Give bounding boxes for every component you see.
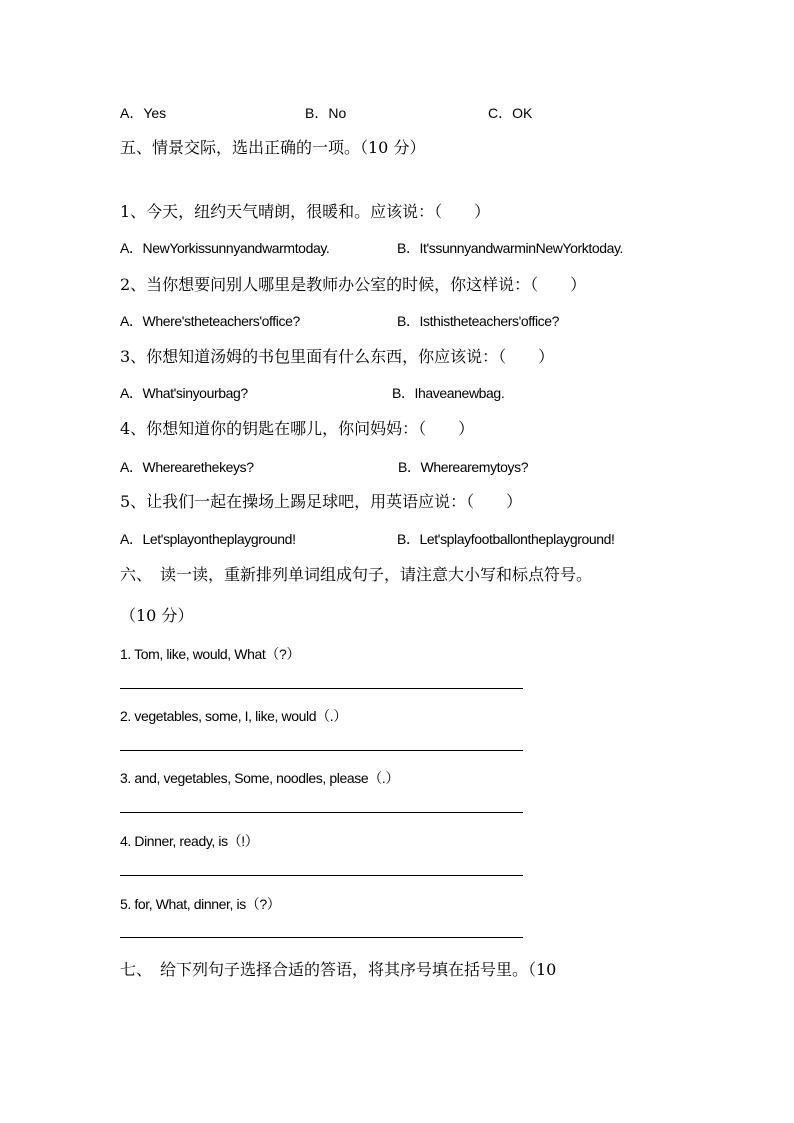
s5-q4-option-a: A．Wherearethekeys? (120, 459, 254, 475)
s6-item-4: 4. Dinner, ready, is（!） (120, 833, 259, 849)
s5-q5-prompt: 5、让我们一起在操场上踢足球吧，用英语应说：（ ） (120, 492, 523, 511)
s5-q3-prompt: 3、你想知道汤姆的书包里面有什么东西，你应该说：（ ） (120, 347, 555, 366)
s6-item-5: 5. for, What, dinner, is（?） (120, 896, 281, 912)
s5-q4-option-b: B．Wherearemytoys? (398, 459, 529, 475)
section5-heading: 五、情景交际，选出正确的一项。（10 分） (120, 138, 426, 157)
option-b-no: B．No (305, 105, 347, 121)
s5-q5-option-b: B．Let'splayfootballontheplayground! (397, 531, 615, 547)
s6-answer-line-3[interactable] (120, 812, 523, 813)
s5-q3-option-b: B．Ihaveanewbag. (392, 385, 505, 401)
option-c-ok: C．OK (488, 105, 533, 121)
s5-q2-option-b: B．Isthistheteachers'office? (397, 313, 560, 329)
s5-q1-option-a: A．NewYorkissunnyandwarmtoday. (120, 240, 330, 256)
s6-answer-line-2[interactable] (120, 750, 523, 751)
section6-heading: 六、 读一读，重新排列单词组成句子，请注意大小写和标点符号。 (120, 565, 593, 584)
s6-answer-line-5[interactable] (120, 937, 523, 938)
s6-answer-line-1[interactable] (120, 688, 523, 689)
s5-q2-prompt: 2、当你想要问别人哪里是教师办公室的时候，你这样说：（ ） (120, 275, 587, 294)
s5-q5-option-a: A．Let'splayontheplayground! (120, 531, 296, 547)
s5-q2-option-a: A．Where'stheteachers'office? (120, 313, 300, 329)
s6-item-1: 1. Tom, like, would, What（?） (120, 646, 300, 662)
s6-answer-line-4[interactable] (120, 875, 523, 876)
s5-q1-prompt: 1、今天，纽约天气晴朗，很暖和。应该说：（ ） (120, 202, 491, 221)
s6-item-2: 2. vegetables, some, I, like, would（.） (120, 708, 347, 724)
option-a-yes: A．Yes (120, 105, 167, 121)
s5-q4-prompt: 4、你想知道你的钥匙在哪儿，你问妈妈：（ ） (120, 419, 475, 438)
section7-heading: 七、 给下列句子选择合适的答语，将其序号填在括号里。（10 (120, 960, 557, 979)
s6-item-3: 3. and, vegetables, Some, noodles, please（.） (120, 770, 399, 786)
s5-q1-option-b: B．It'ssunnyandwarminNewYorktoday. (397, 240, 624, 256)
section6-points: （10 分） (120, 606, 194, 625)
s5-q3-option-a: A．What'sinyourbag? (120, 385, 248, 401)
